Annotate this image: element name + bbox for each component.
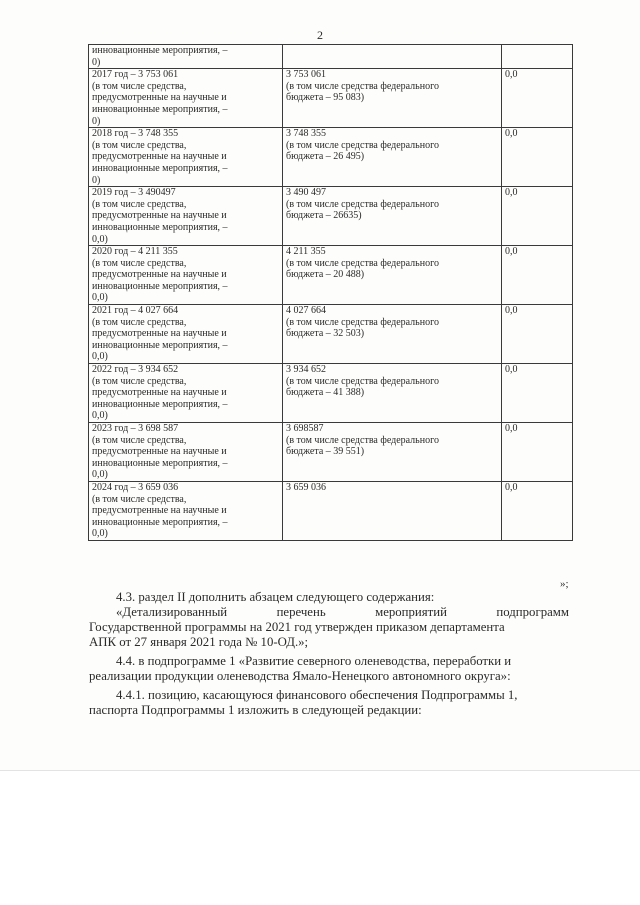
paragraph-4-3 [89,590,569,605]
cell-other-sources [502,45,573,69]
cell-total-by-year [89,69,283,128]
cell-line: 0,0) [92,351,108,363]
cell-line: (в том числе средства федерального [286,434,439,446]
cell-total-by-year [89,423,283,482]
cell-line: предусмотренные на научные и [92,269,227,281]
cell-line: инновационные мероприятия, – [92,339,228,351]
cell-other-sources: 0,0 [502,364,573,423]
cell-line: 0,0) [92,292,108,304]
cell-line: бюджета – 26 495) [286,151,365,163]
cell-line: 2017 год – 3 753 061 [92,69,179,81]
financing-table [88,44,573,541]
cell-line: (в том числе средства, [92,316,187,328]
cell-budget-amount [283,187,502,246]
cell-line: (в том числе средства, [92,375,187,387]
cell-line: 0) [92,56,101,68]
cell-budget-amount [283,246,502,305]
cell-line: 2018 год – 3 748 355 [92,128,179,140]
table-row [89,45,573,69]
cell-line: 3 753 061 [286,69,326,81]
cell-line: инновационные мероприятия, – [92,398,228,410]
cell-line: (в том числе средства федерального [286,80,439,92]
cell-line: 3 698587 [286,423,324,434]
cell-line: (в том числе средства федерального [286,316,439,328]
cell-line: (в том числе средства, [92,80,187,92]
cell-line: 0,0) [92,410,108,422]
cell-line: предусмотренные на научные и [92,151,227,163]
cell-line: (в том числе средства, [92,434,187,446]
cell-line: бюджета – 20 488) [286,269,365,281]
cell-budget-amount [283,423,502,482]
cell-line: предусмотренные на научные и [92,210,227,222]
cell-line: инновационные мероприятия, – [92,516,228,528]
table-row [89,423,573,482]
cell-line: 2024 год – 3 659 036 [92,481,179,493]
word: перечень [276,605,326,619]
cell-other-sources: 0,0 [502,305,573,364]
table-row [89,128,573,187]
closing-quote: »; [560,578,569,590]
cell-line: бюджета – 32 503) [286,328,365,340]
cell-line: предусмотренные на научные и [92,92,227,104]
cell-other-sources: 0,0 [502,128,573,187]
paragraph-4-4-1 [89,688,569,718]
table-row [89,481,573,540]
cell-line: предусмотренные на научные и [92,446,227,458]
cell-other-sources: 0,0 [502,187,573,246]
paragraph-line: Государственной программы на 2021 год утвержден приказом департамента [89,620,505,634]
cell-budget-amount [283,128,502,187]
paragraph-line: 4.4.1. позицию, касающуюся финансового обеспечения Подпрограммы 1, [116,688,518,702]
paragraph-line: 4.4. в подпрограмме 1 «Развитие северного оленеводства, переработки и [116,654,512,668]
table-row [89,187,573,246]
cell-other-sources: 0,0 [502,246,573,305]
cell-line: инновационные мероприятия, – [92,221,228,233]
cell-line: 2021 год – 4 027 664 [92,305,179,317]
paragraph-quote [89,605,569,650]
cell-total-by-year [89,305,283,364]
cell-line: (в том числе средства, [92,198,187,210]
cell-line: 0) [92,115,101,127]
cell-other-sources: 0,0 [502,423,573,482]
cell-total-by-year [89,481,283,540]
paragraph-line: паспорта Подпрограммы 1 изложить в следующей редакции: [89,703,422,717]
cell-line: бюджета – 95 083) [286,92,365,104]
cell-line: (в том числе средства федерального [286,257,439,269]
cell-total-by-year [89,187,283,246]
justified-line [89,605,569,620]
cell-total-by-year [89,246,283,305]
table-row [89,364,573,423]
cell-line: предусмотренные на научные и [92,505,227,517]
cell-line: (в том числе средства федерального [286,198,439,210]
cell-budget-amount [283,364,502,423]
cell-line: 2023 год – 3 698 587 [92,423,179,434]
cell-line: (в том числе средства федерального [286,375,439,387]
cell-line: 0,0) [92,528,108,540]
cell-line: (в том числе средства, [92,139,187,151]
paragraph-4-4 [89,654,569,684]
cell-line: 3 659 036 [286,481,326,493]
paragraph-line: АПК от 27 января 2021 года № 10-ОД.»; [89,635,309,649]
cell-other-sources: 0,0 [502,481,573,540]
cell-other-sources: 0,0 [502,69,573,128]
cell-line: инновационные мероприятия, – [92,162,228,174]
cell-line: 2019 год – 3 490497 [92,187,176,199]
word: подпрограмм [496,605,569,619]
cell-total-by-year [89,128,283,187]
cell-total-by-year [89,364,283,423]
cell-line: 3 490 497 [286,187,326,199]
cell-line: инновационные мероприятия, – [92,103,228,115]
cell-line: 4 211 355 [286,246,326,258]
word: «Детализированный [116,605,228,619]
cell-budget-amount [283,69,502,128]
cell-line: 0,0) [92,233,108,245]
table-row [89,69,573,128]
cell-line: предусмотренные на научные и [92,328,227,340]
cell-line: 4 027 664 [286,305,326,317]
cell-line: предусмотренные на научные и [92,387,227,399]
cell-line: (в том числе средства, [92,257,187,269]
cell-budget-amount [283,45,502,69]
word: мероприятий [375,605,447,619]
cell-line: 2020 год – 4 211 355 [92,246,178,258]
cell-line: инновационные мероприятия, – [92,457,228,469]
cell-budget-amount [283,481,502,540]
cell-line: 0) [92,174,101,186]
cell-line: бюджета – 41 388) [286,387,365,399]
cell-line: бюджета – 39 551) [286,446,365,458]
cell-line: бюджета – 26635) [286,210,362,222]
cell-line: инновационные мероприятия, – [92,45,228,56]
cell-line: 0,0) [92,469,108,481]
cell-line: (в том числе средства, [92,493,187,505]
cell-line: 2022 год – 3 934 652 [92,364,179,376]
paragraph-line: 4.3. раздел II дополнить абзацем следующего содержания: [116,590,435,604]
table-row [89,246,573,305]
page-number: 2 [317,28,323,42]
cell-line: 3 934 652 [286,364,326,376]
table-row [89,305,573,364]
cell-line: (в том числе средства федерального [286,139,439,151]
cell-total-by-year [89,45,283,69]
cell-budget-amount [283,305,502,364]
paragraph-line: реализации продукции оленеводства Ямало-Ненецкого автономного округа»: [89,669,511,683]
cell-line: инновационные мероприятия, – [92,280,228,292]
cell-line: 3 748 355 [286,128,326,140]
